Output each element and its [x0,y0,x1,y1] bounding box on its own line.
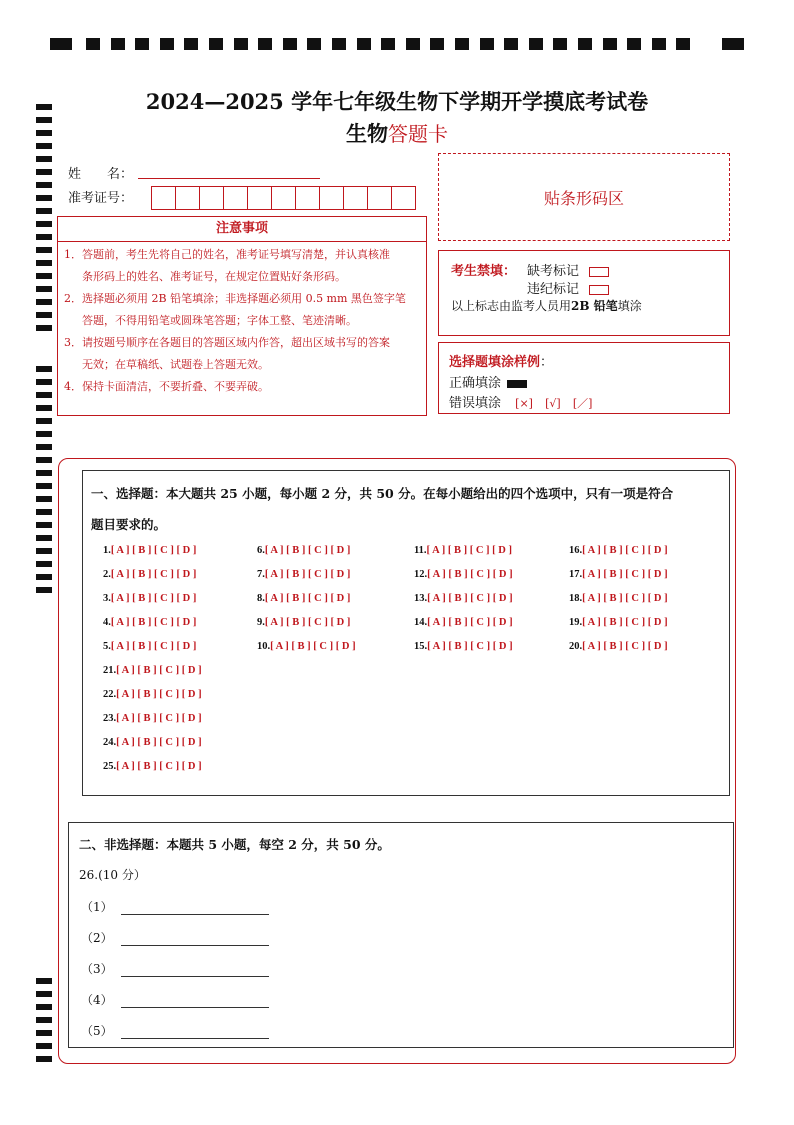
answer-blank-row [81,991,269,1008]
answer-bubbles[interactable]: [ A ] [ B ] [ C ] [ D ] [116,665,202,676]
timing-mark [50,38,72,50]
timing-mark [36,208,52,214]
question-row[interactable] [414,545,512,556]
wrong-mark-slash: [／] [572,397,593,410]
notice-item [58,332,426,376]
question-row[interactable] [103,593,196,604]
question-number: 23. [103,713,117,724]
notice-item-text: 4．保持卡面清洁，不要折叠、不要弄破。 [64,380,269,393]
question-number: 8. [257,593,265,604]
timing-mark [36,156,52,162]
id-digit-box[interactable] [343,186,368,210]
timing-mark [455,38,469,50]
timing-mark [36,234,52,240]
id-digit-boxes[interactable] [152,186,416,210]
timing-mark [234,38,248,50]
answer-bubbles[interactable]: [ A ] [ B ] [ C ] [ D ] [110,641,197,652]
timing-mark [553,38,567,50]
answer-card-label: 答题卡 [388,122,448,146]
timing-mark [36,418,52,424]
question-row[interactable] [569,593,668,604]
question-number: 10. [257,641,271,652]
correct-fill [449,372,527,391]
multiple-choice-section [82,470,730,796]
question-row[interactable] [257,593,350,604]
forbidden-note-suffix: 填涂 [617,299,642,313]
question-number: 16. [569,545,583,556]
blank-line[interactable] [121,995,269,1008]
answer-bubbles[interactable]: [ A ] [ B ] [ C ] [ D ] [116,737,202,748]
blank-label: （5） [81,1024,113,1038]
timing-mark [36,286,52,292]
timing-mark [283,38,297,50]
timing-mark [36,366,52,372]
answer-bubbles[interactable]: [ A ] [ B ] [ C ] [ D ] [427,593,513,604]
timing-mark [36,182,52,188]
absent-mark [527,260,609,279]
timing-mark [722,38,744,50]
wrong-mark-check: [√] [545,397,561,410]
timing-mark [676,38,690,50]
timing-marks-left [36,0,52,1125]
answer-bubbles[interactable]: [ A ] [ B ] [ C ] [ D ] [264,569,351,580]
timing-mark [36,405,52,411]
question-row[interactable] [257,617,350,628]
timing-mark [529,38,543,50]
id-digit-box[interactable] [175,186,200,210]
timing-mark [36,392,52,398]
timing-mark [36,991,52,997]
answer-bubbles[interactable]: [ A ] [ B ] [ C ] [ D ] [264,593,351,604]
timing-mark [36,260,52,266]
answer-bubbles[interactable]: [ A ] [ B ] [ C ] [ D ] [582,545,668,556]
question-number: 25. [103,761,117,772]
answer-bubbles[interactable]: [ A ] [ B ] [ C ] [ D ] [426,545,512,556]
answer-blank-row [81,929,269,946]
timing-mark [36,431,52,437]
correct-fill-label: 正确填涂 [449,376,502,391]
question-number: 6. [257,545,265,556]
question-number: 12. [414,569,428,580]
answer-bubbles[interactable]: [ A ] [ B ] [ C ] [ D ] [582,593,668,604]
fill-sample-box [438,342,730,414]
question-row[interactable] [103,569,196,580]
timing-mark [36,195,52,201]
question-row[interactable] [414,593,513,604]
question-number: 1. [103,545,111,556]
question-number: 19. [569,617,583,628]
answer-bubbles[interactable]: [ A ] [ B ] [ C ] [ D ] [264,617,351,628]
answer-bubbles[interactable]: [ A ] [ B ] [ C ] [ D ] [110,545,197,556]
answer-blank-row [81,898,269,915]
question-row[interactable] [569,545,668,556]
timing-mark [209,38,223,50]
timing-mark [578,38,592,50]
fill-sample-heading [449,351,553,370]
timing-mark [603,38,617,50]
timing-mark [36,1004,52,1010]
timing-mark [504,38,518,50]
timing-mark [36,522,52,528]
question-number: 14. [414,617,428,628]
timing-mark [86,38,100,50]
timing-mark [36,483,52,489]
question-number: 20. [569,641,583,652]
answer-bubbles[interactable]: [ A ] [ B ] [ C ] [ D ] [110,593,197,604]
timing-mark [135,38,149,50]
section1-instructions-line1: 一、选择题：本大题共 25 小题，每小题 2 分，共 50 分。在每小题给出的四个选项中，只有一项是符合 [91,486,674,501]
section1-instructions-line2: 题目要求的。 [91,517,167,532]
answer-bubbles[interactable]: [ A ] [ B ] [ C ] [ D ] [582,641,668,652]
timing-mark [36,1056,52,1062]
timing-mark [36,325,52,331]
question-number: 18. [569,593,583,604]
id-digit-box[interactable] [151,186,176,210]
question-row[interactable] [414,617,513,628]
timing-mark [258,38,272,50]
notice-list [58,242,426,398]
answer-bubbles[interactable]: [ A ] [ B ] [ C ] [ D ] [110,569,197,580]
timing-mark [332,38,346,50]
answer-bubbles[interactable]: [ A ] [ B ] [ C ] [ D ] [427,641,513,652]
question-row[interactable] [257,641,356,652]
fill-sample-heading-text: 选择题填涂样例 [449,355,541,370]
notice-item-continuation: 答题，不得用铅笔或圆珠笔答题；字体工整、笔迹清晰。 [82,314,357,327]
question-row[interactable] [103,737,202,748]
timing-mark [36,273,52,279]
question-number: 13. [414,593,428,604]
violation-mark [527,278,609,297]
wrong-mark-cross: [×] [515,397,533,410]
correct-fill-example [507,380,527,388]
answer-bubbles[interactable]: [ A ] [ B ] [ C ] [ D ] [270,641,356,652]
timing-marks-top [50,38,744,50]
timing-mark [36,978,52,984]
forbidden-note [451,297,642,314]
timing-mark [36,509,52,515]
blank-label: （1） [81,900,113,914]
timing-mark [36,535,52,541]
timing-mark [36,312,52,318]
answer-bubbles[interactable]: [ A ] [ B ] [ C ] [ D ] [264,545,351,556]
question-number: 17. [569,569,583,580]
written-section [68,822,734,1048]
question-row[interactable] [103,617,196,628]
question-row[interactable] [103,689,202,700]
question-row[interactable] [569,641,668,652]
timing-mark [36,457,52,463]
id-label: 准考证号： [68,191,134,206]
question-number: 15. [414,641,428,652]
timing-mark [36,587,52,593]
timing-mark [381,38,395,50]
question-row[interactable] [257,545,350,556]
notice-item-text: 3．请按题号顺序在各题目的答题区域内作答，超出区域书写的答案 [64,336,390,349]
question-row[interactable] [569,617,668,628]
id-digit-box[interactable] [367,186,392,210]
question-row[interactable] [103,545,196,556]
timing-mark [160,38,174,50]
question-number: 9. [257,617,265,628]
forbidden-note-prefix: 以上标志由监考人员用 [451,299,572,313]
id-digit-box[interactable] [271,186,296,210]
timing-mark [36,247,52,253]
timing-mark [36,561,52,567]
timing-mark [406,38,420,50]
id-digit-box[interactable] [319,186,344,210]
blank-label: （3） [81,962,113,976]
answer-bubbles[interactable]: [ A ] [ B ] [ C ] [ D ] [110,617,197,628]
timing-mark [430,38,444,50]
question-number: 5. [103,641,111,652]
name-label: 姓 名： [68,167,134,182]
exam-title: 2024—2025 学年七年级生物下学期开学摸底考试卷 [145,89,649,114]
answer-bubbles[interactable]: [ A ] [ B ] [ C ] [ D ] [116,713,202,724]
answer-bubbles[interactable]: [ A ] [ B ] [ C ] [ D ] [427,569,513,580]
answer-bubbles[interactable]: [ A ] [ B ] [ C ] [ D ] [582,617,668,628]
question-row[interactable] [569,569,668,580]
timing-mark [480,38,494,50]
subject-title [0,118,794,148]
blank-line[interactable] [121,964,269,977]
question-number: 22. [103,689,117,700]
timing-mark [36,169,52,175]
notice-item [58,288,426,332]
question-row[interactable] [257,569,350,580]
fill-sample-colon: ： [540,355,554,370]
notice-item-continuation: 条形码上的姓名、准考证号，在规定位置贴好条形码。 [82,270,346,283]
notice-box [57,216,427,416]
question-row[interactable] [103,641,196,652]
barcode-area [438,153,730,241]
answer-bubbles[interactable]: [ A ] [ B ] [ C ] [ D ] [116,689,202,700]
blank-line[interactable] [121,1026,269,1039]
notice-item-continuation: 无效；在草稿纸、试题卷上答题无效。 [82,358,269,371]
answer-bubbles[interactable]: [ A ] [ B ] [ C ] [ D ] [427,617,513,628]
timing-mark [36,221,52,227]
question-26-label: 26.(10 分） [79,868,146,882]
absent-mark-box[interactable] [589,267,609,277]
violation-mark-label: 违纪标记 [527,282,580,297]
notice-item [58,244,426,288]
answer-blank-row [81,1022,269,1039]
timing-mark [36,574,52,580]
answer-bubbles[interactable]: [ A ] [ B ] [ C ] [ D ] [116,761,202,772]
timing-mark [36,379,52,385]
question-row[interactable] [103,665,202,676]
question-number: 7. [257,569,265,580]
id-digit-box[interactable] [199,186,224,210]
blank-label: （4） [81,993,113,1007]
question-row[interactable] [103,761,202,772]
notice-item-text: 1．答题前，考生先将自己的姓名，准考证号填写清楚，并认真核准 [64,248,390,261]
timing-mark [184,38,198,50]
forbidden-note-bold: 2B 铅笔 [571,299,618,313]
timing-mark [36,444,52,450]
question-row[interactable] [103,713,202,724]
question-number: 21. [103,665,117,676]
answer-blank-row [81,960,269,977]
notice-item [58,376,426,398]
wrong-fill [449,392,592,411]
timing-mark [652,38,666,50]
id-digit-box[interactable] [223,186,248,210]
timing-mark [36,1043,52,1049]
id-digit-box[interactable] [247,186,272,210]
question-row[interactable] [414,641,513,652]
id-digit-box[interactable] [391,186,416,210]
question-number: 11. [414,545,427,556]
question-number: 2. [103,569,111,580]
timing-mark [36,299,52,305]
timing-mark [627,38,641,50]
blank-label: （2） [81,931,113,945]
subject-name: 生物 [346,121,388,146]
wrong-fill-label: 错误填涂 [449,396,502,411]
answer-bubbles[interactable]: [ A ] [ B ] [ C ] [ D ] [582,569,668,580]
forbidden-label: 考生禁填： [451,264,517,279]
name-field[interactable] [138,176,320,179]
question-row[interactable] [414,569,513,580]
timing-mark [36,548,52,554]
timing-mark [111,38,125,50]
notice-heading: 注意事项 [58,217,426,242]
examiner-only-box [438,250,730,336]
timing-mark [36,470,52,476]
notice-item-text: 2．选择题必须用 2B 铅笔填涂；非选择题必须用 0.5 mm 黑色签字笔 [64,292,406,305]
barcode-area-label: 贴条形码区 [543,188,624,208]
timing-mark [307,38,321,50]
timing-mark [36,1017,52,1023]
question-number: 24. [103,737,117,748]
absent-mark-label: 缺考标记 [527,264,580,279]
question-number: 4. [103,617,111,628]
question-number: 3. [103,593,111,604]
blank-line[interactable] [121,933,269,946]
section2-heading: 二、非选择题：本题共 5 小题，每空 2 分，共 50 分。 [79,837,390,852]
timing-mark [357,38,371,50]
id-digit-box[interactable] [295,186,320,210]
violation-mark-box[interactable] [589,285,609,295]
timing-mark [36,1030,52,1036]
timing-mark [36,496,52,502]
blank-line[interactable] [121,902,269,915]
